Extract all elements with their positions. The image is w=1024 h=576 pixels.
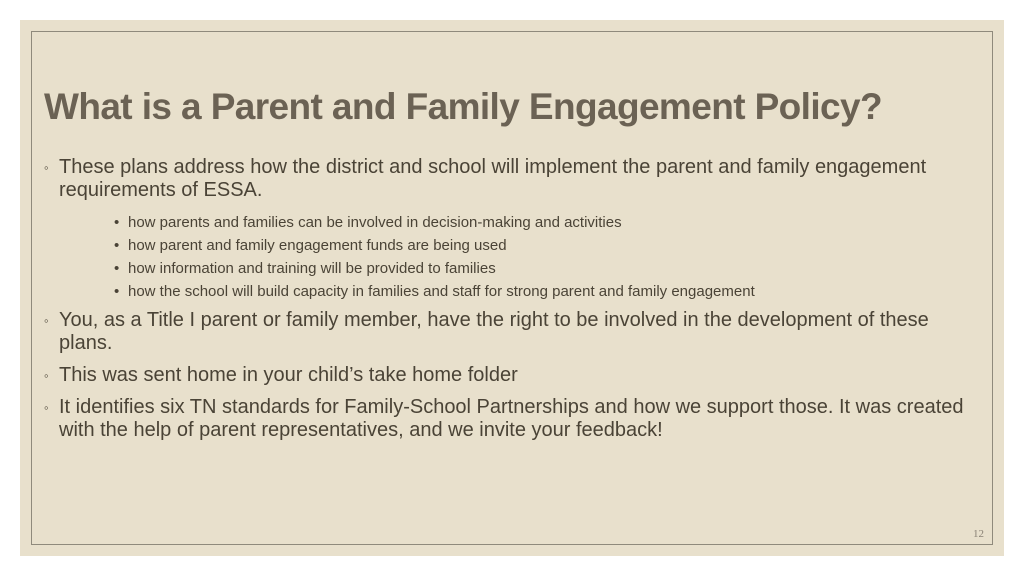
bullet-item [44,309,964,355]
bullet-text: You, as a Title I parent or family member, have the right to be involved in the development of these plans. [59,309,929,354]
page-number: 12 [973,528,984,540]
dot-bullet-icon: • [114,260,120,277]
bullet-text: These plans address how the district and school will implement the parent and family engagement requirements of ESSA. [59,156,927,201]
sub-bullet-text: how the school will build capacity in families and staff for strong parent and family engagement [128,283,755,300]
sub-bullet-list [44,211,964,303]
dot-bullet-icon: • [114,283,120,300]
circle-bullet-icon: ◦ [44,368,49,383]
slide [20,20,1004,556]
bullet-item [44,156,964,202]
sub-bullet-item [44,234,964,257]
bullet-item [44,364,964,387]
dot-bullet-icon: • [114,214,120,231]
sub-bullet-item [44,211,964,234]
bullet-item [44,396,964,442]
circle-bullet-icon: ◦ [44,400,49,415]
slide-title: What is a Parent and Family Engagement Policy? [44,86,882,127]
sub-bullet-text: how information and training will be provided to families [128,260,496,277]
slide-content [44,156,964,451]
sub-bullet-text: how parent and family engagement funds are being used [128,237,507,254]
circle-bullet-icon: ◦ [44,160,49,175]
bullet-text: It identifies six TN standards for Family-School Partnerships and how we support those. It was created with the help of parent representatives, and we invite your feedback! [59,396,964,441]
circle-bullet-icon: ◦ [44,313,49,328]
sub-bullet-item [44,257,964,280]
sub-bullet-item [44,280,964,303]
sub-bullet-text: how parents and families can be involved in decision-making and activities [128,214,622,231]
bullet-text: This was sent home in your child’s take home folder [59,364,518,386]
dot-bullet-icon: • [114,237,120,254]
